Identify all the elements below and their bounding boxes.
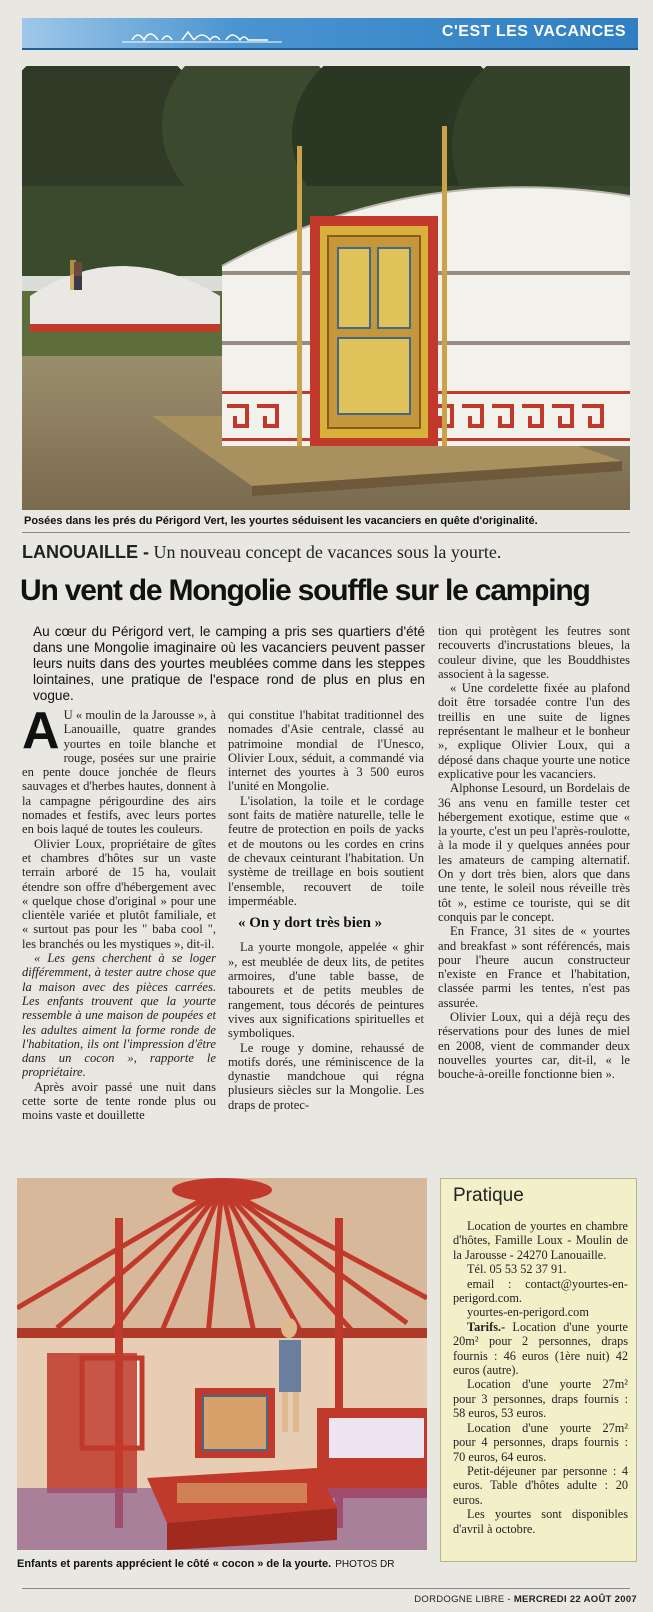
article-paragraph: Le rouge y domine, rehaussé de motifs dorés, une réminiscence de la dynastie mandchoue qui régna plusieurs siècles sur la Mongolie. Les draps de protec- xyxy=(228,1040,424,1112)
kicker-location: LANOUAILLE - xyxy=(22,542,149,562)
divider xyxy=(22,1588,630,1589)
article-paragraph: qui constitue l'habitat traditionnel des nomades d'Asie centrale, classé au patrimoine mondial de l'Unesco, Olivier Loux, séduit, a commandé via internet des yourtes à 3 500 euros l'unité en Mongolie. xyxy=(228,708,424,794)
lead-paragraph: Au cœur du Périgord vert, le camping a pris ses quartiers d'été dans une Mongolie imaginaire où les vacanciers peuvent passer leurs nuits dans des yourtes meublées comme dans les steppes lointaines, une pratique de l'espace rond de plus en plus en vogue. xyxy=(33,624,425,703)
kicker-text: Un nouveau concept de vacances sous la yourte. xyxy=(153,542,502,562)
kicker xyxy=(22,542,630,563)
drop-cap: A xyxy=(22,708,60,760)
article-paragraph: Olivier Loux, propriétaire de gîtes et chambres d'hôtes sur un vaste terrain arboré de 15 ha, voulait étendre son offre d'hébergement avec « quelque chose d'original » pour une clientèle variée et plutôt familiale, et « surtout pas pour les " baba cool ", les branchés ou les mystiques », dit-il. xyxy=(22,836,216,951)
article-paragraph: Après avoir passé une nuit dans cette sorte de tente ronde plus ou moins vaste et douillette xyxy=(22,1079,216,1123)
pratique-body xyxy=(453,1219,628,1536)
banner-decoration-icon xyxy=(122,22,282,46)
article-column-3 xyxy=(438,624,630,1169)
pratique-breakfast: Petit-déjeuner par personne : 4 euros. Table d'hôtes adulte : 20 euros. xyxy=(453,1463,628,1507)
pratique-email: email : contact@yourtes-en-perigord.com. xyxy=(453,1276,628,1306)
newspaper-name: DORDOGNE LIBRE - xyxy=(414,1594,511,1605)
section-title: C'EST LES VACANCES xyxy=(441,23,626,40)
yurt-interior-photo xyxy=(17,1178,427,1550)
pratique-address: Location de yourtes en chambre d'hôtes, Famille Loux - Moulin de la Jarousse - 24270 Lanouaille. xyxy=(453,1219,628,1262)
page-footer xyxy=(414,1594,637,1605)
article-column-2 xyxy=(228,708,424,1168)
headline: Un vent de Mongolie souffle sur le camping xyxy=(20,574,590,607)
article-paragraph: A U « moulin de la Jarousse », à Lanouaille, quatre grandes yourtes en toile blanche et rouge, posées sur une prairie en pente douce jonchée de fleurs sauvages et d'herbes hautes, donnent à la campagne périgourdine des airs nomades et festifs, avec leurs portes en bois laqué de toutes les couleurs. xyxy=(22,708,216,837)
pratique-phone: Tél. 05 53 52 37 91. xyxy=(467,1262,567,1277)
article-subhead: « On y dort très bien » xyxy=(238,915,383,932)
bottom-photo-caption: Enfants et parents apprécient le côté « cocon » de la yourte. PHOTOS DR xyxy=(17,1558,395,1570)
pratique-website: yourtes-en-perigord.com xyxy=(467,1305,589,1320)
pratique-rates-2: Location d'une yourte 27m² pour 3 personnes, draps fournis : 58 euros, 53 euros. xyxy=(453,1377,628,1421)
pratique-season: Les yourtes sont disponibles d'avril à octobre. xyxy=(453,1507,628,1536)
pratique-box xyxy=(440,1178,637,1562)
pratique-title: Pratique xyxy=(453,1185,524,1206)
issue-date: MERCREDI 22 AOÛT 2007 xyxy=(513,1594,637,1605)
article-column-1 xyxy=(22,708,216,1168)
pratique-rates-1: Tarifs.- Location d'une yourte 20m² pour 2 personnes, draps fournis : 46 euros (1ère nuit) 42 euros (autre). xyxy=(453,1319,628,1378)
yurts-meadow-photo xyxy=(22,66,630,510)
article-paragraph: tion qui protègent les feutres sont recouverts d'incrustations bleues, la couleur divine, que les Bouddhistes associent à la sagesse. xyxy=(438,624,630,681)
article-paragraph: Olivier Loux, qui a déjà reçu des réservations pour des lunes de miel en 2008, vient de commander deux nouvelles yourtes car, dit-il, « le bouche-à-oreille fonctionne bien ». xyxy=(438,1010,630,1082)
article-paragraph: « Les gens cherchent à se loger différemment, à tester autre chose que la maison avec des pièces carrées. Les enfants trouvent que la yourte ressemble à une maison de poupées et les adultes aiment la forme ronde de l'habitation, ils ont l'impression d'être dans un cocon », rapporte le propriétaire. xyxy=(22,951,216,1080)
article-paragraph: « Une cordelette fixée au plafond doit être torsadée contre l'un des treillis en une suite de lignes représentant le malheur et le bonheur », explique Olivier Loux, qui a déposé dans chaque yourte une notice explicative pour les vacanciers. xyxy=(438,681,630,781)
top-photo-caption: Posées dans les prés du Périgord Vert, les yourtes séduisent les vacanciers en quête d'originalité. xyxy=(24,515,538,527)
divider xyxy=(22,532,630,533)
article-paragraph: La yourte mongole, appelée « ghir », est meublée de deux lits, de petites armoires, d'une table basse, de tabourets et de petits meubles de rangement, tous décorés de peintures vives aux significations spirituelles et symboliques. xyxy=(228,940,424,1041)
section-banner xyxy=(22,18,638,50)
article-paragraph: Alphonse Lesourd, un Bordelais de 36 ans venu en famille tester cet hébergement exotique, estime que « la yourte, c'est un peu l'après-roulotte, à la mode il y quelques années pour les amateurs de camping alternatif. On y dort très bien, alors que dans une tente, le soleil nous réveille très tôt », estime ce touriste, qui se dit conquis par le concept. xyxy=(438,781,630,924)
pratique-rates-3: Location d'une yourte 27m² pour 4 personnes, draps fournis : 70 euros, 64 euros. xyxy=(453,1420,628,1464)
article-paragraph: L'isolation, la toile et le cordage sont faits de matière naturelle, telle le feutre de protection en poils de yacks et de moutons ou les cordes en crins de chevaux ceinturant l'habitation. Un système de treillage en bois soutient l'ensemble, recouvert de toile imperméable. xyxy=(228,793,424,908)
photo-credit: PHOTOS DR xyxy=(335,1559,395,1570)
article-paragraph: En France, 31 sites de « yourtes and breakfast » sont référencés, mais pour l'heure aucun constructeur n'existe en France et l'habitation, classée parmi les tentes, n'est pas assurée. xyxy=(438,924,630,1010)
